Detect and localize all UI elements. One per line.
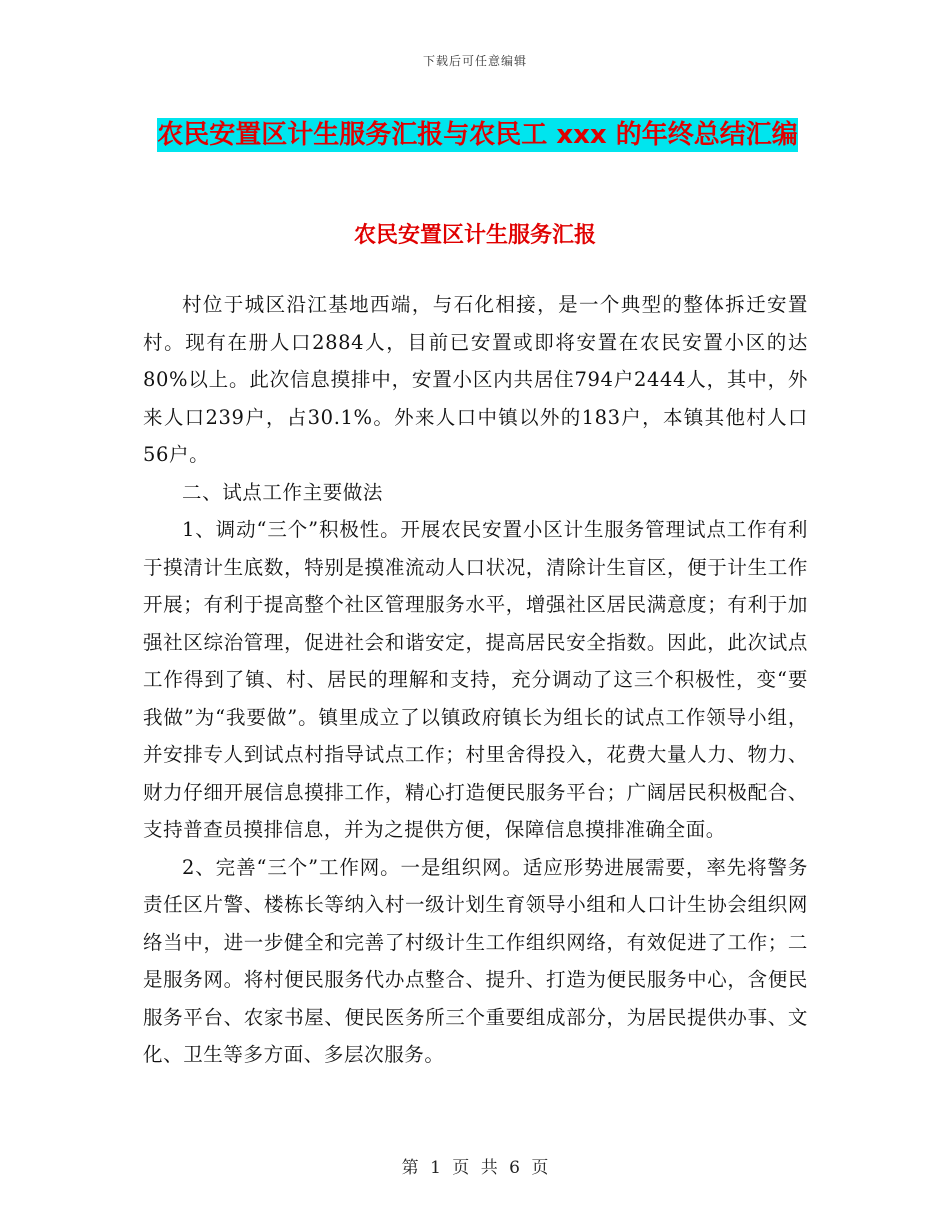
paragraph-point-2: 2、完善“三个”工作网。一是组织网。适应形势进展需要，率先将警务责任区片警、楼栋长等纳入村一级计划生育领导小组和人口计生协会组织网络当中，进一步健全和完善了村级计生工作组织网络，有效促进了工作；二是服务网。将村便民服务代办点整合、提升、打造为便民服务中心，含便民服务平台、农家书屋、便民医务所三个重要组成部分，为居民提供办事、文化、卫生等多方面、多层次服务。: [143, 855, 808, 1066]
paragraph-intro: 村位于城区沿江基地西端，与石化相接，是一个典型的整体拆迁安置村。现有在册人口2884人，目前已安置或即将安置在农民安置小区的达80%以上。此次信息摸排中，安置小区内共居住794户2444人，其中，外来人口239户，占30.1%。外来人口中镇以外的183户，本镇其他村人口56户。: [143, 293, 808, 466]
section-title: 农民安置区计生服务汇报: [353, 223, 596, 248]
paragraph-point-1: 1、调动“三个”积极性。开展农民安置小区计生服务管理试点工作有利于摸清计生底数，特别是摸准流动人口状况，清除计生盲区，便于计生工作开展；有利于提高整个社区管理服务水平，增强社区居民满意度；有利于加强社区综治管理，促进社会和谐安定，提高居民安全指数。因此，此次试点工作得到了镇、村、居民的理解和支持，充分调动了这三个积极性，变“要我做”为“我要做”。镇里成立了以镇政府镇长为组长的试点工作领导小组，并安排专人到试点村指导试点工作；村里舍得投入，花费大量人力、物力、财力仔细开展信息摸排工作，精心打造便民服务平台；广阔居民积极配合、支持普查员摸排信息，并为之提供方便，保障信息摸排准确全面。: [143, 518, 808, 841]
document-title: [140, 112, 815, 158]
header-note: 下载后可任意编辑: [422, 54, 527, 68]
paragraph-heading-methods: 二、试点工作主要做法: [182, 480, 384, 504]
document-body: [143, 286, 808, 1074]
document-title-text: 农民安置区计生服务汇报与农民工 xxx 的年终总结汇编: [157, 120, 798, 150]
page-footer: 第 1 页 共 6 页: [401, 1158, 549, 1178]
